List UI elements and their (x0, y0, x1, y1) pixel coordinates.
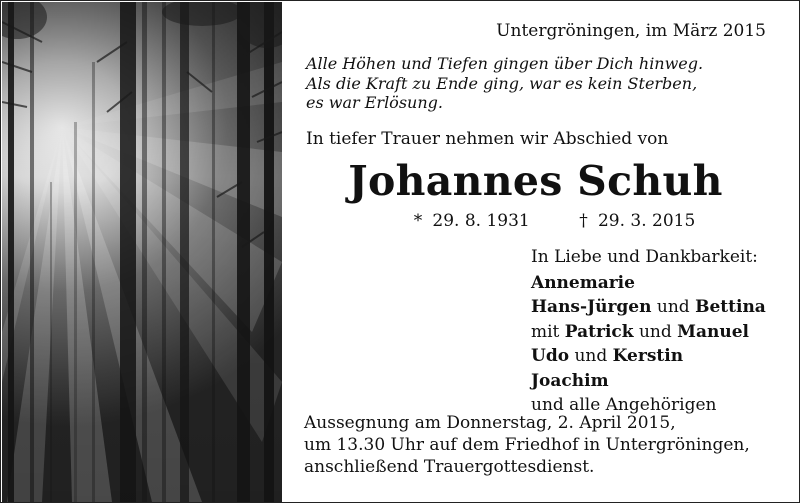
poem-line: Als die Kraft zu Ende ging, war es kein Sterben, (306, 73, 698, 93)
mourner-name: Joachim (531, 370, 609, 391)
place-date: Untergröningen, im März 2015 (496, 21, 766, 41)
service-line: anschließend Trauergottesdienst. (304, 457, 595, 477)
intro-line: In tiefer Trauer nehmen wir Abschied von (306, 129, 669, 149)
mourner-name: Bettina (695, 297, 766, 317)
service-line: um 13.30 Uhr auf dem Friedhof in Untergröningen, (304, 435, 750, 455)
joiner-text: und (656, 297, 690, 317)
thanks-line: In Liebe und Dankbarkeit: (531, 247, 758, 267)
mourner-name: Kerstin (612, 346, 684, 366)
mourner-line (531, 369, 766, 394)
mourner-line (531, 320, 766, 345)
birth-symbol: * (413, 211, 423, 231)
relatives-line: und alle Angehörigen (531, 395, 717, 415)
dagger-icon: † (579, 211, 588, 231)
poem-line: Alle Höhen und Tiefen gingen über Dich hinweg. (306, 54, 704, 73)
mourner-name: Hans-Jürgen (531, 297, 652, 317)
birth-date: 29. 8. 1931 (432, 211, 530, 231)
deceased-name: Johannes Schuh (348, 157, 723, 205)
mourner-line (531, 295, 766, 320)
mourners-list (531, 245, 766, 418)
joiner-text: und (638, 321, 672, 342)
service-line: Aussegnung am Donnerstag, 2. April 2015, (304, 413, 676, 433)
obituary-text (306, 1, 776, 501)
poem-line: es war Erlösung. (306, 93, 443, 112)
mourner-line (531, 271, 766, 296)
mourner-name: Manuel (677, 321, 749, 342)
joiner-text: und (574, 346, 608, 366)
mourner-name: Udo (531, 346, 570, 366)
mourner-name: Annemarie (531, 272, 635, 293)
forest-sunbeam-photo (2, 2, 282, 502)
funeral-service-info (304, 412, 750, 478)
life-dates (409, 211, 695, 232)
mourner-name: Patrick (564, 321, 634, 342)
mourner-line (531, 344, 766, 369)
forest-image (2, 2, 282, 502)
death-date: 29. 3. 2015 (597, 211, 696, 231)
prefix-text: mit (531, 321, 560, 342)
poem-verse (306, 54, 703, 113)
